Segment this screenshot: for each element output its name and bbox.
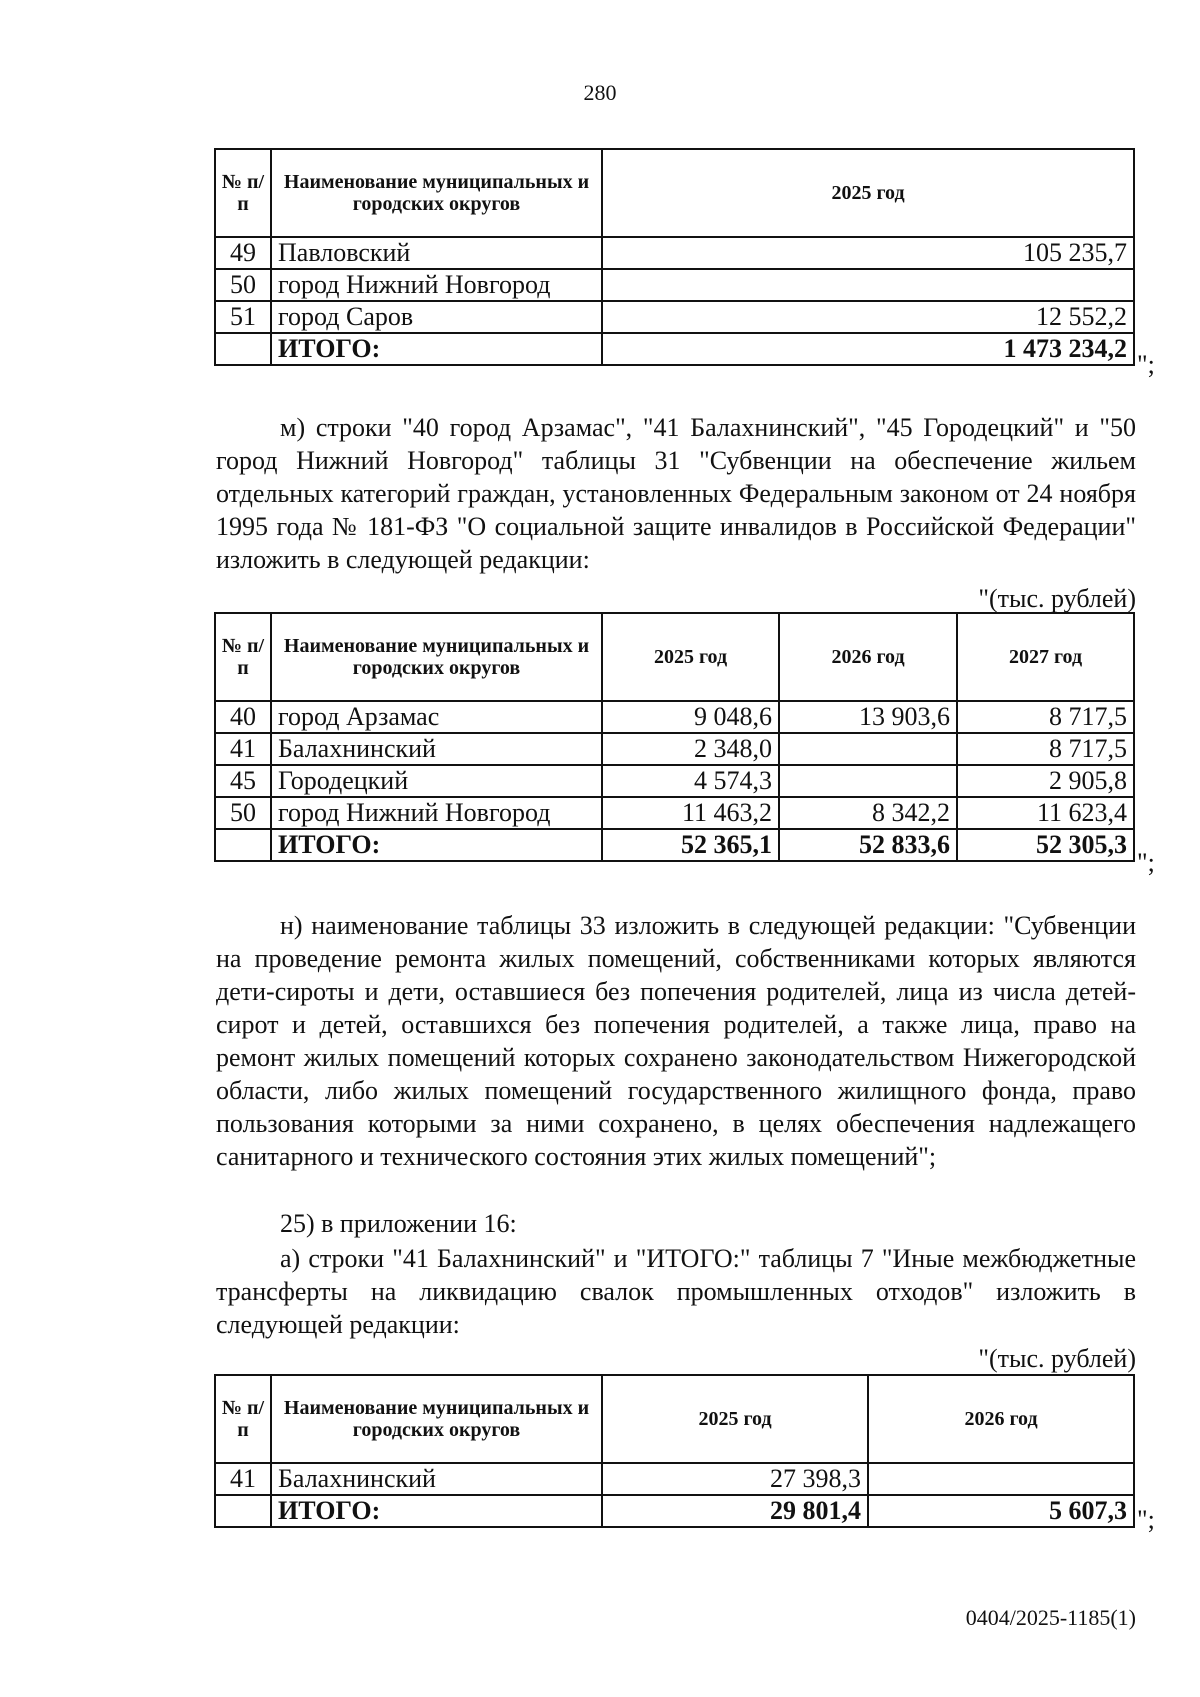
header-2027: 2027 год	[957, 613, 1134, 701]
row-num: 49	[215, 237, 271, 269]
header-2026: 2026 год	[868, 1375, 1134, 1463]
table-row	[215, 237, 1134, 269]
total-label: ИТОГО:	[271, 1495, 602, 1527]
total-row	[215, 829, 1134, 861]
table-row	[215, 1463, 1134, 1495]
row-2025: 9 048,6	[602, 701, 779, 733]
row-2025: 11 463,2	[602, 797, 779, 829]
total-2027: 52 305,3	[957, 829, 1134, 861]
row-num: 50	[215, 269, 271, 301]
table-row	[215, 301, 1134, 333]
total-2025: 1 473 234,2	[602, 333, 1134, 365]
row-2025: 105 235,7	[602, 237, 1134, 269]
row-2027: 8 717,5	[957, 701, 1134, 733]
row-2025: 27 398,3	[602, 1463, 868, 1495]
table-1	[214, 148, 1135, 366]
total-label: ИТОГО:	[271, 829, 602, 861]
row-num: 50	[215, 797, 271, 829]
row-2026	[779, 765, 957, 797]
total-2025: 52 365,1	[602, 829, 779, 861]
row-name: город Нижний Новгород	[271, 797, 602, 829]
row-num: 40	[215, 701, 271, 733]
paragraph-a: а) строки "41 Балахнинский" и "ИТОГО:" таблицы 7 "Иные межбюджетные трансферты на ликвидацию свалок промышленных отходов" изложить в следующей редакции:	[216, 1244, 1136, 1339]
units-label-2: "(тыс. рублей)	[978, 1344, 1136, 1373]
table-2	[214, 612, 1135, 862]
row-2025: 12 552,2	[602, 301, 1134, 333]
header-name: Наименование муниципальных и городских округов	[271, 613, 602, 701]
row-name: Павловский	[271, 237, 602, 269]
row-num: 41	[215, 1463, 271, 1495]
row-2026	[779, 733, 957, 765]
total-2026: 5 607,3	[868, 1495, 1134, 1527]
table-row	[215, 733, 1134, 765]
header-2026: 2026 год	[779, 613, 957, 701]
header-num: № п/п	[215, 1375, 271, 1463]
row-name: Балахнинский	[271, 1463, 602, 1495]
row-num: 51	[215, 301, 271, 333]
row-2027: 11 623,4	[957, 797, 1134, 829]
table-2-closing-quote: ";	[1137, 848, 1155, 877]
row-2026: 13 903,6	[779, 701, 957, 733]
row-2025: 2 348,0	[602, 733, 779, 765]
row-name: город Саров	[271, 301, 602, 333]
header-name: Наименование муниципальных и городских округов	[271, 1375, 602, 1463]
row-2025	[602, 269, 1134, 301]
document-code: 0404/2025-1185(1)	[965, 1605, 1136, 1630]
header-num: № п/п	[215, 613, 271, 701]
header-2025: 2025 год	[602, 1375, 868, 1463]
total-2025: 29 801,4	[602, 1495, 868, 1527]
table-row	[215, 797, 1134, 829]
total-row	[215, 333, 1134, 365]
paragraph-n: н) наименование таблицы 33 изложить в следующей редакции: "Субвенции на проведение ремонта жилых помещений, собственниками которых являются дети-сироты и дети, оставшиеся без попечения родителей, лица из числа детей-сирот и детей, оставшихся без попечения родителей, а также лица, право на ремонт жилых помещений которых сохранено законодательством Нижегородской области, либо жилых помещений государственного жилищного фонда, право пользования которыми за ними сохранено, в целях обеспечения надлежащего санитарного и технического состояния этих жилых помещений";	[216, 911, 1136, 1171]
paragraph-m: м) строки "40 город Арзамас", "41 Балахнинский", "45 Городецкий" и "50 город Нижний Новгород" таблицы 31 "Субвенции на обеспечение жильем отдельных категорий граждан, установленных Федеральным законом от 24 ноября 1995 года № 181-ФЗ "О социальной защите инвалидов в Российской Федерации" изложить в следующей редакции:	[216, 413, 1136, 574]
item-25: 25) в приложении 16:	[280, 1209, 517, 1238]
header-name: Наименование муниципальных и городских округов	[271, 149, 602, 237]
table-3	[214, 1374, 1135, 1528]
table-header-row	[215, 613, 1134, 701]
table-row	[215, 765, 1134, 797]
header-2025: 2025 год	[602, 613, 779, 701]
total-label: ИТОГО:	[271, 333, 602, 365]
row-2027: 8 717,5	[957, 733, 1134, 765]
table-header-row	[215, 1375, 1134, 1463]
row-name: Балахнинский	[271, 733, 602, 765]
row-2026	[868, 1463, 1134, 1495]
header-2025: 2025 год	[602, 149, 1134, 237]
row-num: 45	[215, 765, 271, 797]
table-3-closing-quote: ";	[1137, 1505, 1155, 1534]
page-number: 280	[583, 80, 617, 105]
table-row	[215, 269, 1134, 301]
table-header-row	[215, 149, 1134, 237]
row-2025: 4 574,3	[602, 765, 779, 797]
row-name: Городецкий	[271, 765, 602, 797]
row-2027: 2 905,8	[957, 765, 1134, 797]
units-label: "(тыс. рублей)	[978, 584, 1136, 613]
table-1-closing-quote: ";	[1137, 350, 1155, 379]
row-2026: 8 342,2	[779, 797, 957, 829]
row-name: город Арзамас	[271, 701, 602, 733]
row-name: город Нижний Новгород	[271, 269, 602, 301]
row-num: 41	[215, 733, 271, 765]
total-2026: 52 833,6	[779, 829, 957, 861]
total-row	[215, 1495, 1134, 1527]
header-num: № п/п	[215, 149, 271, 237]
table-row	[215, 701, 1134, 733]
